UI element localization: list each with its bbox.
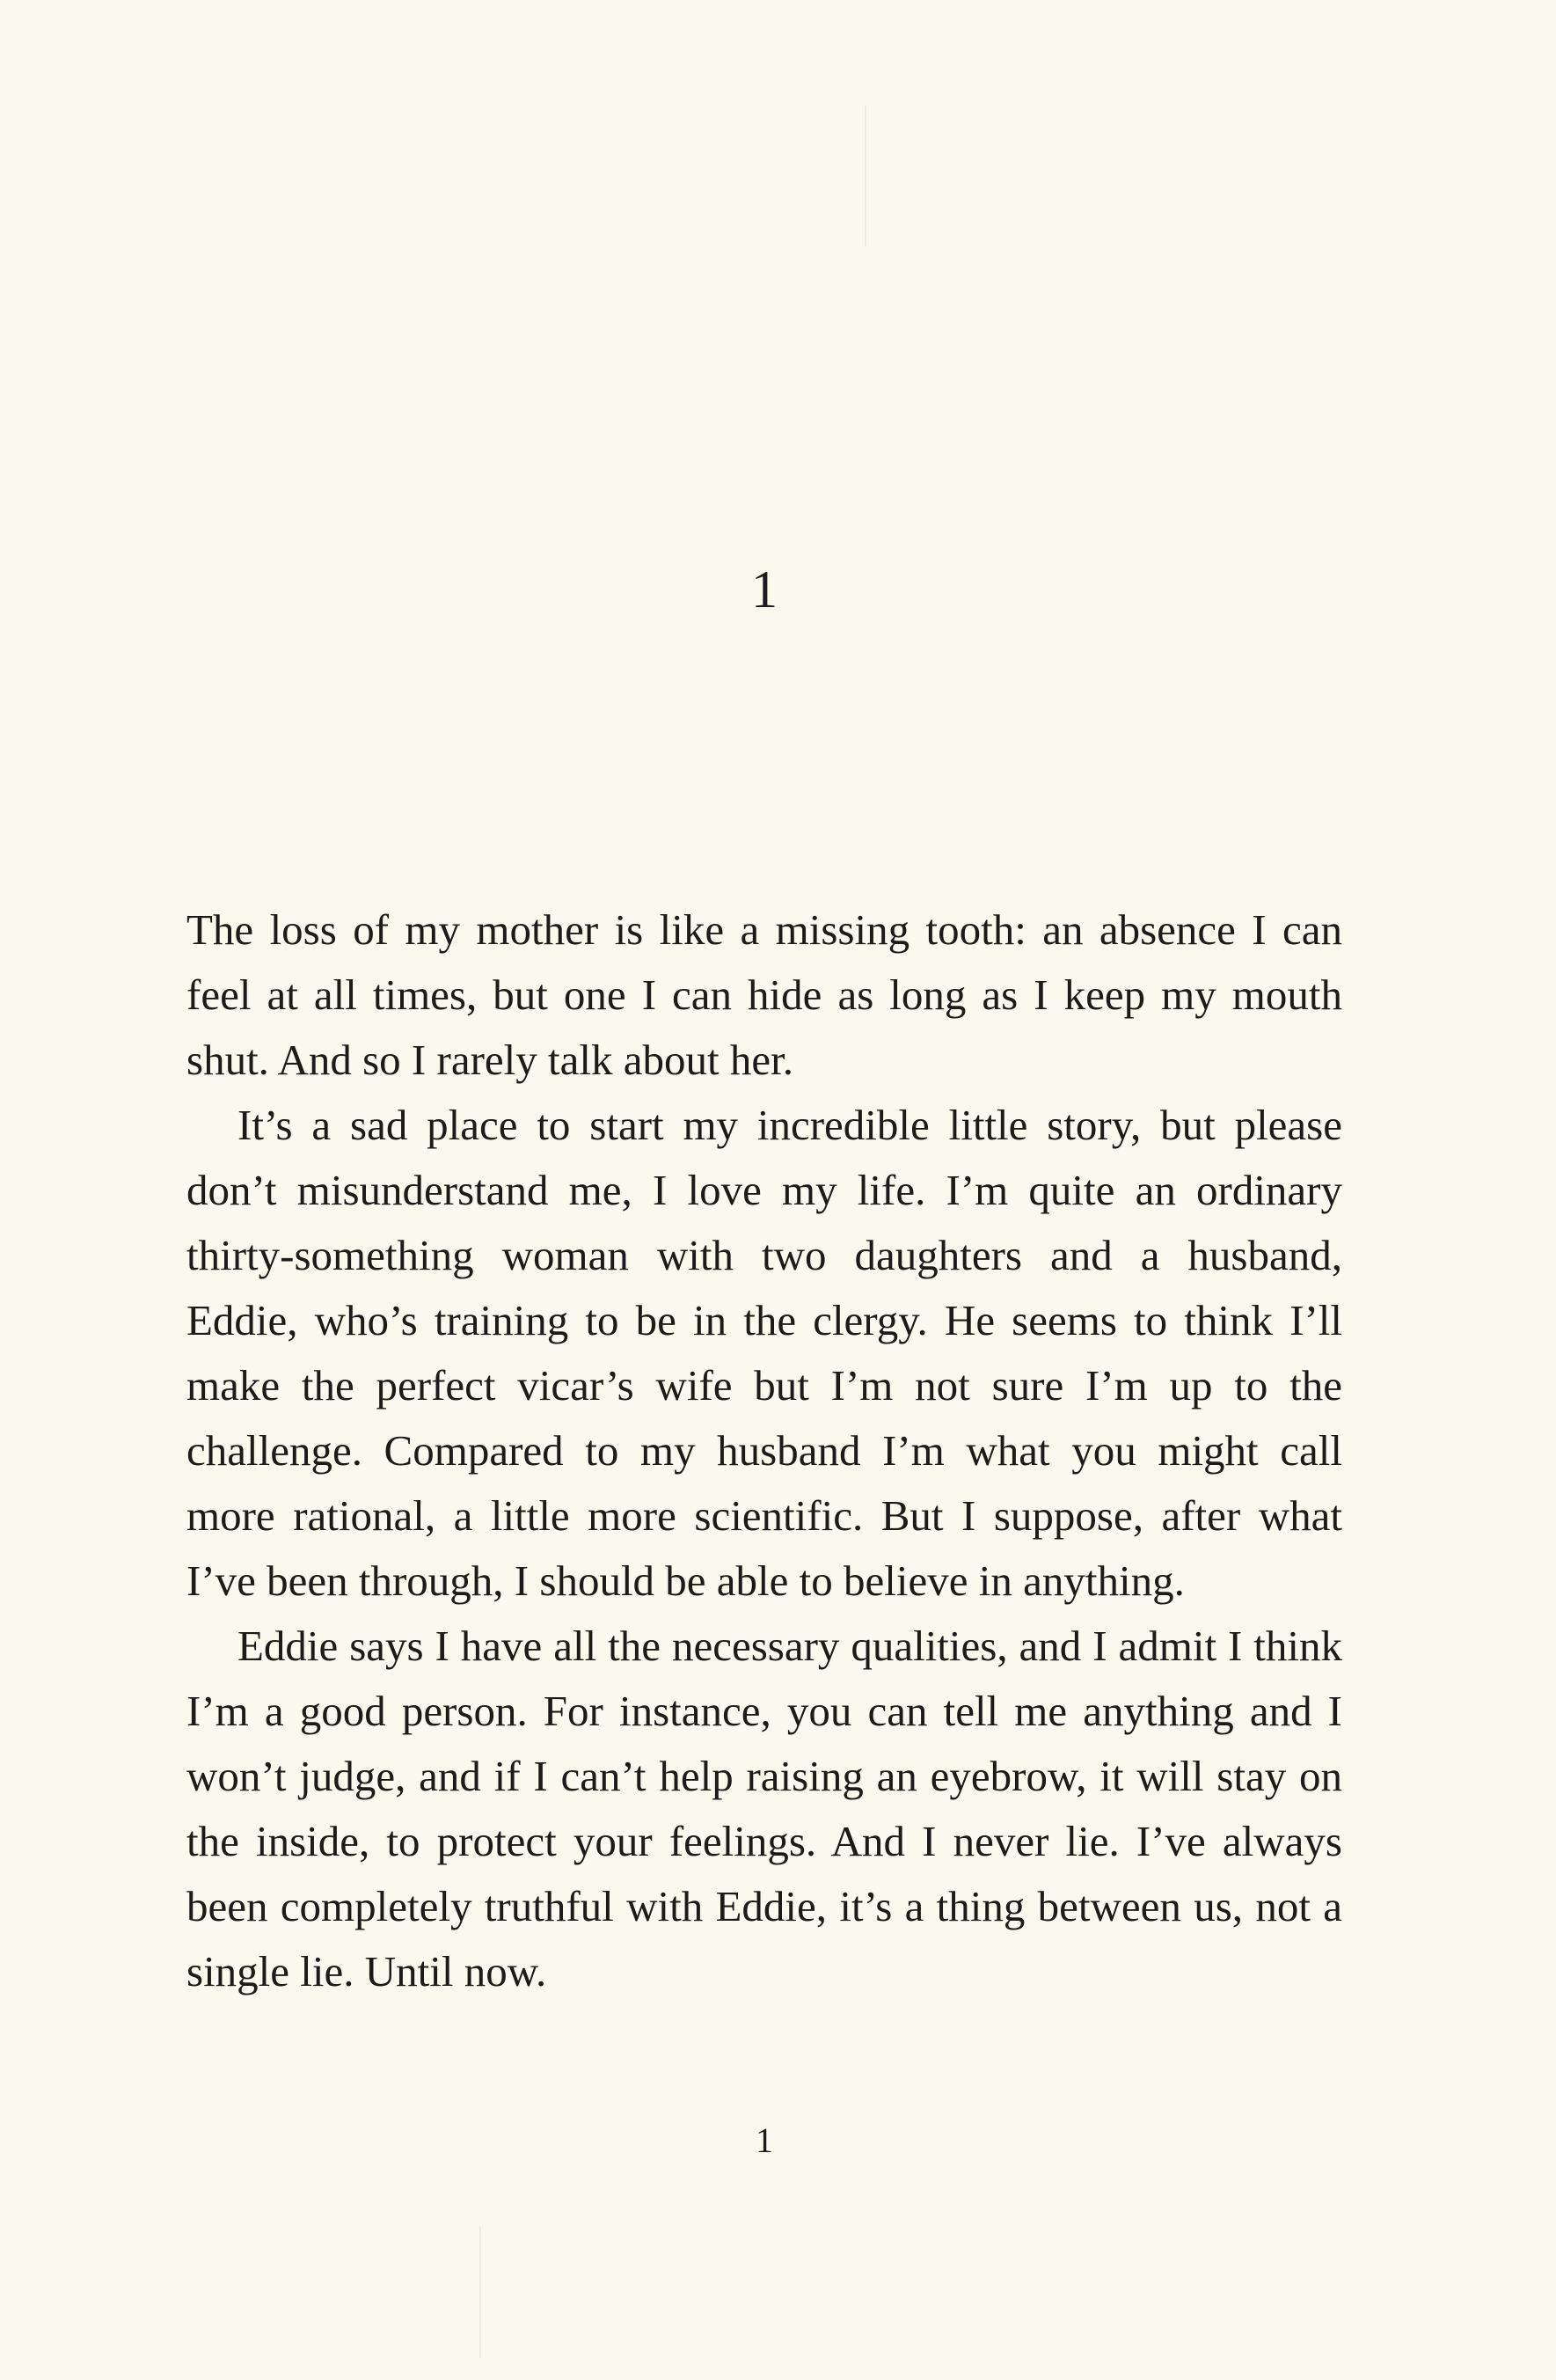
paragraph: The loss of my mother is like a missing tooth: an absence I can feel at all times, but one I can hide as long as I keep my mouth shut. And so I rarely talk about her.	[186, 905, 1342, 1084]
chapter-body	[186, 897, 1342, 2004]
paper-crease-mark	[865, 106, 866, 246]
chapter-number: 1	[751, 560, 778, 619]
paragraph: It’s a sad place to start my incredible little story, but please don’t misunderstand me, I love my life. I’m quite an ordinary thirty-something woman with two daughters and a husband, Eddie, who’s training to be in the clergy. He seems to think I’ll make the perfect vicar’s wife but I’m not sure I’m up to the challenge. Compared to my husband I’m what you might call more rational, a little more scientific. But I suppose, after what I’ve been through, I should be able to believe in anything.	[186, 1101, 1342, 1605]
paragraph: Eddie says I have all the necessary qualities, and I admit I think I’m a good person. For instance, you can tell me anything and I won’t judge, and if I can’t help raising an eyebrow, it will stay on the inside, to protect your feelings. And I never lie. I’ve always been completely truthful with Eddie, it’s a thing between us, not a single lie. Until now.	[186, 1622, 1342, 1996]
page-number: 1	[756, 2120, 773, 2160]
paper-crease-mark	[479, 2226, 481, 2358]
